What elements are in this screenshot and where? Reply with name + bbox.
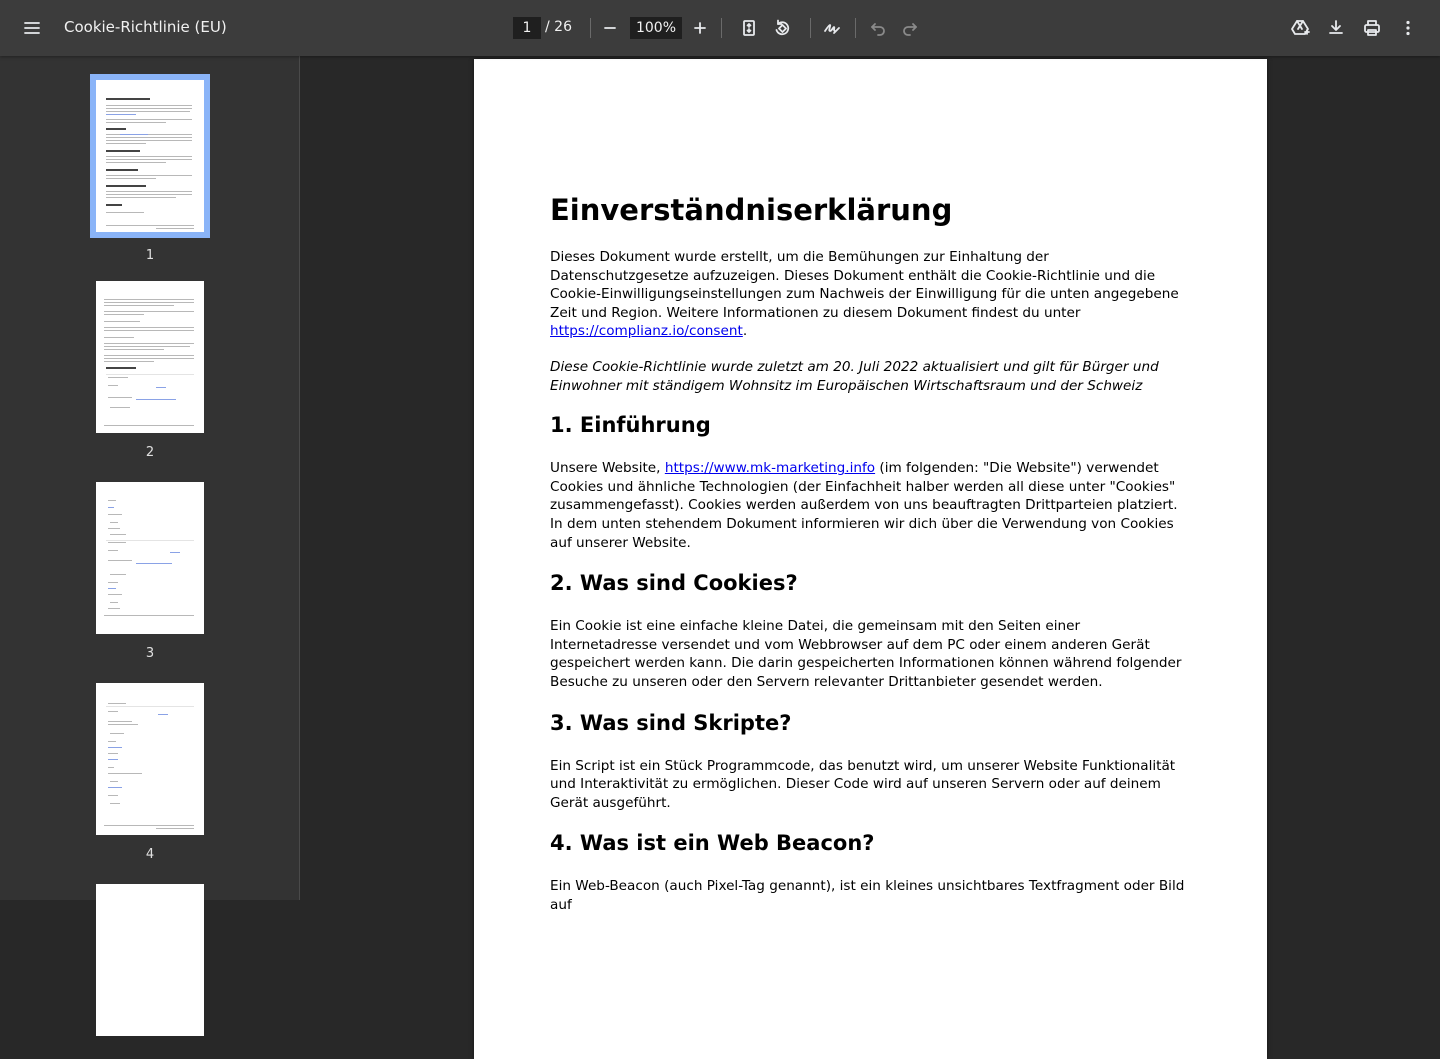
section-heading-introduction: 1. Einführung <box>550 413 711 438</box>
undo-icon[interactable] <box>862 12 894 44</box>
website-link[interactable]: https://www.mk-marketing.info <box>664 460 876 477</box>
fit-page-icon[interactable] <box>733 12 765 44</box>
section-heading-web-beacon: 4. Was ist ein Web Beacon? <box>550 831 875 856</box>
thumbnail-page-3[interactable] <box>96 482 204 661</box>
thumbnail-page-1[interactable] <box>96 80 204 263</box>
page-content <box>550 192 1190 914</box>
document-title: Cookie-Richtlinie (EU) <box>64 18 227 36</box>
zoom-out-button[interactable] <box>594 12 626 44</box>
print-icon[interactable] <box>1356 12 1388 44</box>
section-text-cookies: Ein Cookie ist eine einfache kleine Datei, die gemeinsam mit den Seiten einer Internetadresse versendet und vom Webbrowser auf dem PC oder einem anderen Gerät gespeichert werden kann. Die darin gespeicherten Informationen können während folgender Besuche zu unseren oder den Servern relevanter Drittanbieter gesendet werden. <box>550 618 1182 690</box>
thumbnail-page-2[interactable] <box>96 281 204 460</box>
rotate-icon[interactable] <box>766 12 798 44</box>
toolbar-divider <box>590 18 591 38</box>
thumbnail-number: 3 <box>145 646 155 661</box>
hamburger-menu-icon[interactable] <box>16 12 48 44</box>
thumbnail-image <box>96 281 204 433</box>
toolbar-divider <box>855 18 856 38</box>
thumbnail-number: 1 <box>145 248 155 263</box>
thumbnail-page-4[interactable] <box>96 683 204 862</box>
thumbnail-image <box>96 884 204 1036</box>
save-to-drive-icon[interactable] <box>1284 12 1316 44</box>
toolbar-divider <box>721 18 722 38</box>
section-heading-cookies: 2. Was sind Cookies? <box>550 571 798 596</box>
document-heading: Einverständniserklärung <box>550 193 953 227</box>
zoom-level-input[interactable] <box>630 17 682 39</box>
thumbnail-page-5[interactable] <box>96 884 204 1036</box>
consent-link[interactable]: https://complianz.io/consent <box>550 323 743 340</box>
document-viewer[interactable] <box>301 56 1440 913</box>
zoom-in-button[interactable] <box>684 12 716 44</box>
pdf-page-1 <box>474 59 1267 1059</box>
policy-notice: Diese Cookie-Richtlinie wurde zuletzt am 20. Juli 2022 aktualisiert und gilt für Bürger und Einwohner mit ständigem Wohnsitz im Europäischen Wirtschaftsraum und der Schweiz <box>550 358 1159 394</box>
page-number-input[interactable] <box>513 17 541 39</box>
thumbnail-image <box>96 80 204 232</box>
toolbar-divider <box>810 18 811 38</box>
redo-icon[interactable] <box>894 12 926 44</box>
pdf-toolbar <box>0 0 1440 56</box>
intro-paragraph: Dieses Dokument wurde erstellt, um die Bemühungen zur Einhaltung der Datenschutzgesetze aufzuzeigen. Dieses Dokument enthält die Cookie-Richtlinie und die Cookie-Einwilligungseinstellungen zum Nachweis der Einwilligung für die unten angegebene Zeit und Region. Weitere Informationen zu diesem Dokument findest du unter https://complianz.io/consent. <box>550 249 1179 340</box>
section-text-scripts: Ein Script ist ein Stück Programmcode, das benutzt wird, um unserer Website Funktionalität und Interaktivität zu ermöglichen. Dieser Code wird auf unseren Servern oder auf deinem Gerät ausgeführt. <box>550 757 1176 811</box>
download-icon[interactable] <box>1320 12 1352 44</box>
section-text-introduction: Unsere Website, https://www.mk-marketing.info (im folgenden: "Die Website") verwendet Cookies und ähnliche Technologien (der Einfachheit halber werden all diese unter "Cookies" zusammengefasst). Cookies werden außerdem von uns beauftragten Drittparteien platziert. In dem unten stehendem Dokument informieren wir dich über die Verwendung von Cookies auf unserer Website. <box>550 460 1178 551</box>
section-heading-scripts: 3. Was sind Skripte? <box>550 710 792 735</box>
section-text-web-beacon: Ein Web-Beacon (auch Pixel-Tag genannt), ist ein kleines unsichtbares Textfragment oder Bild auf <box>550 878 1185 913</box>
page-total: / 26 <box>545 19 572 35</box>
more-options-icon[interactable] <box>1392 12 1424 44</box>
thumbnail-image <box>96 683 204 835</box>
thumbnail-number: 4 <box>145 847 155 862</box>
thumbnail-image <box>96 482 204 634</box>
annotate-pen-icon[interactable] <box>816 12 848 44</box>
thumbnail-sidebar <box>0 56 300 900</box>
thumbnail-number: 2 <box>145 445 155 460</box>
